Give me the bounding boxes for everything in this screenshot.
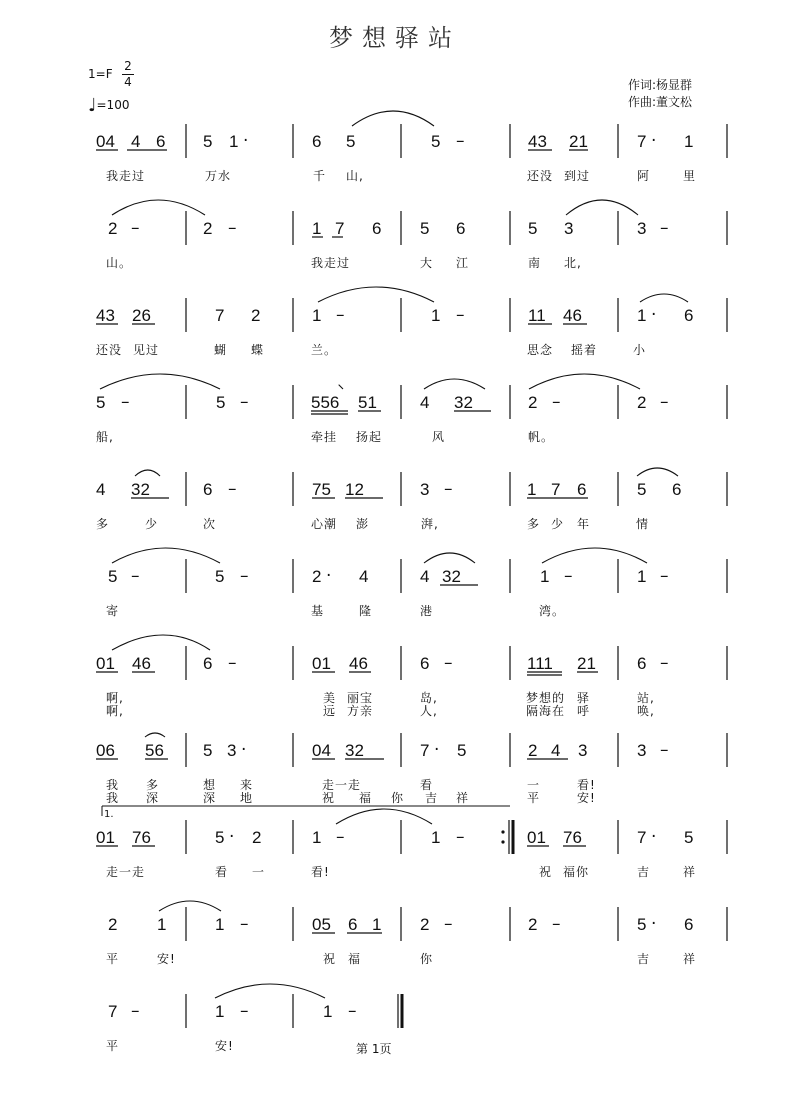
note: 6	[684, 915, 694, 934]
note: 5	[215, 567, 225, 586]
note: 7	[551, 480, 561, 499]
lyric: 一	[252, 865, 266, 879]
dash: –	[660, 653, 669, 673]
lyric: 澎	[356, 517, 370, 531]
lyric: 看	[420, 778, 434, 792]
note: 7	[637, 132, 647, 151]
dash: –	[564, 566, 573, 586]
note: 5	[203, 132, 213, 151]
slur-arc	[424, 553, 475, 563]
note: 26	[132, 306, 151, 325]
dash: –	[240, 566, 249, 586]
note: 43	[528, 132, 547, 151]
note: 32	[454, 393, 473, 412]
note: 76	[132, 828, 151, 847]
note: 32	[131, 480, 150, 499]
note: 6	[203, 480, 213, 499]
note: 6	[637, 654, 647, 673]
dot: ·	[241, 740, 247, 760]
lyric: 福你	[563, 865, 590, 879]
note: 56	[145, 741, 164, 760]
lyric: 看!	[577, 778, 596, 792]
note: 6	[684, 306, 694, 325]
note: 5	[215, 828, 225, 847]
key-signature: 1=F	[88, 67, 113, 81]
note: 6	[156, 132, 166, 151]
note: 2	[312, 567, 322, 586]
lyric: 大	[420, 256, 434, 270]
tie-arc	[112, 200, 205, 215]
dot: ·	[651, 827, 657, 847]
lyric: 走一走	[322, 778, 362, 792]
lyric: 吉	[637, 952, 651, 966]
dash: –	[240, 914, 249, 934]
slur-arc	[135, 470, 160, 476]
lyric: 江	[456, 256, 470, 270]
lyric: 祥	[456, 791, 470, 805]
note: 4	[551, 741, 561, 760]
note: 7	[108, 1002, 118, 1021]
note: 2	[528, 915, 538, 934]
tempo-value: =100	[96, 98, 130, 112]
note: 2	[108, 915, 118, 934]
note: 1	[372, 915, 382, 934]
lyric: 平	[106, 1039, 120, 1053]
lyric: 多	[527, 517, 541, 531]
note: 2	[528, 741, 538, 760]
lyric: 少	[551, 517, 565, 531]
volta-bracket	[102, 806, 510, 816]
note: 5	[431, 132, 441, 151]
note: 01	[312, 654, 331, 673]
lyric: 唤,	[637, 704, 655, 718]
lyric: 里	[683, 169, 697, 183]
dash: –	[552, 392, 561, 412]
lyric: 平	[527, 791, 541, 805]
note: 3	[420, 480, 430, 499]
note: 6	[203, 654, 213, 673]
lyric: 船,	[96, 430, 114, 444]
note: 75	[312, 480, 331, 499]
note: 4	[96, 480, 106, 499]
note: 3	[637, 219, 647, 238]
dot: ·	[651, 131, 657, 151]
lyric: 来	[240, 778, 254, 792]
slur-arc	[159, 901, 221, 911]
tie-arc	[352, 111, 434, 126]
lyric: 丽宝	[347, 691, 374, 705]
note: 3	[564, 219, 574, 238]
lyric: 平	[106, 952, 120, 966]
slur-arc	[640, 294, 688, 302]
note: 5	[637, 915, 647, 934]
note: 1	[312, 306, 322, 325]
dash: –	[456, 827, 465, 847]
lyric: 岛,	[420, 691, 438, 705]
dash: –	[228, 653, 237, 673]
note: 05	[312, 915, 331, 934]
lyric: 吉	[425, 791, 439, 805]
tie-arc	[100, 374, 220, 389]
note: 01	[96, 654, 115, 673]
lyric: 兰。	[311, 343, 338, 357]
dash: –	[552, 914, 561, 934]
lyric: 北,	[564, 256, 582, 270]
dash: –	[660, 392, 669, 412]
note: 32	[345, 741, 364, 760]
lyric: 想	[203, 778, 217, 792]
note: 5	[216, 393, 226, 412]
note: 4	[131, 132, 141, 151]
note: 7	[215, 306, 225, 325]
dot: ·	[434, 740, 440, 760]
note: 1	[323, 1002, 333, 1021]
dash: –	[131, 1001, 140, 1021]
lyric: 蝶	[251, 343, 265, 357]
lyric: 湾。	[539, 604, 566, 618]
tie-arc	[112, 548, 220, 563]
note: 1	[527, 480, 537, 499]
note: 6	[348, 915, 358, 934]
lyric: 啊,	[106, 691, 124, 705]
tie-arc	[336, 809, 432, 824]
lyric: 牵挂	[311, 430, 338, 444]
lyric: 山,	[346, 169, 364, 183]
note: 2	[420, 915, 430, 934]
note: 5	[457, 741, 467, 760]
lyric: 驿	[577, 691, 591, 705]
note: 1	[215, 1002, 225, 1021]
lyric: 帆。	[528, 430, 555, 444]
time-signature-top: 2	[124, 59, 132, 73]
lyricist-credit: 作词:杨显群	[628, 78, 693, 92]
note: 01	[527, 828, 546, 847]
composer-credit: 作曲:董文松	[628, 95, 693, 109]
dash: –	[240, 1001, 249, 1021]
lyric: 站,	[637, 691, 655, 705]
note: 32	[442, 567, 461, 586]
slur-arc	[339, 385, 343, 389]
note: 04	[312, 741, 331, 760]
lyric: 美	[323, 691, 337, 705]
dash: –	[336, 305, 345, 325]
note: 2	[637, 393, 647, 412]
lyric: 深	[146, 791, 160, 805]
note: 43	[96, 306, 115, 325]
lyric: 次	[203, 517, 217, 531]
lyric: 安!	[215, 1039, 234, 1053]
note: 3	[578, 741, 588, 760]
lyric: 祥	[683, 952, 697, 966]
dash: –	[660, 566, 669, 586]
tie-arc	[318, 287, 434, 302]
note: 4	[420, 567, 430, 586]
note: 5	[346, 132, 356, 151]
lyric: 我	[106, 791, 120, 805]
dash: –	[660, 218, 669, 238]
lyric: 风	[432, 430, 446, 444]
note: 1	[540, 567, 550, 586]
note: 111	[527, 654, 553, 673]
page-number: 第 1页	[356, 1042, 392, 1056]
dot: ·	[243, 131, 249, 151]
dash: –	[336, 827, 345, 847]
lyric: 我	[106, 778, 120, 792]
dot: ·	[651, 914, 657, 934]
note: 5	[96, 393, 106, 412]
dash: –	[456, 305, 465, 325]
lyric: 还没	[527, 169, 554, 183]
final-barline	[398, 994, 402, 1028]
slur-arc	[145, 733, 165, 737]
dot: ·	[651, 305, 657, 325]
note: 1	[157, 915, 167, 934]
note: 12	[345, 480, 364, 499]
lyric: 福	[348, 952, 362, 966]
lyric: 看!	[311, 865, 330, 879]
note: 1	[229, 132, 239, 151]
lyric: 见过	[133, 343, 160, 357]
lyric: 扬起	[356, 430, 383, 444]
lyric: 福	[359, 791, 373, 805]
note: 3	[637, 741, 647, 760]
lyric: 蝴	[214, 343, 228, 357]
dash: –	[444, 653, 453, 673]
note: 76	[563, 828, 582, 847]
note: 3	[227, 741, 237, 760]
note: 7	[335, 219, 345, 238]
note: 06	[96, 741, 115, 760]
note: 7	[420, 741, 430, 760]
lyric: 吉	[637, 865, 651, 879]
dash: –	[660, 740, 669, 760]
lyric: 情	[636, 517, 650, 531]
dash: –	[228, 218, 237, 238]
note: 01	[96, 828, 115, 847]
lyric: 呼	[577, 704, 591, 718]
note: 7	[637, 828, 647, 847]
note: 4	[359, 567, 369, 586]
dash: –	[348, 1001, 357, 1021]
lyric: 港	[420, 604, 434, 618]
note: 6	[372, 219, 382, 238]
note: 5	[528, 219, 538, 238]
time-signature-bottom: 4	[124, 75, 132, 89]
note: 2	[203, 219, 213, 238]
note: 2	[252, 828, 262, 847]
lyric: 人,	[420, 704, 438, 718]
lyric: 摇着	[571, 343, 598, 357]
note: 556	[311, 393, 340, 412]
note: 6	[456, 219, 466, 238]
note: 5	[684, 828, 694, 847]
note: 51	[358, 393, 377, 412]
lyric: 多	[96, 517, 110, 531]
note: 1	[312, 828, 322, 847]
note: 6	[577, 480, 587, 499]
note: 6	[420, 654, 430, 673]
note: 46	[132, 654, 151, 673]
lyric: 年	[577, 517, 591, 531]
note: 5	[108, 567, 118, 586]
lyric: 阿	[637, 169, 651, 183]
lyric: 多	[146, 778, 160, 792]
lyric: 祥	[683, 865, 697, 879]
lyric: 基	[311, 604, 325, 618]
dash: –	[456, 131, 465, 151]
note: 04	[96, 132, 115, 151]
lyric: 方亲	[347, 704, 374, 718]
lyric: 少	[145, 517, 159, 531]
note: 1	[431, 828, 441, 847]
dash: –	[228, 479, 237, 499]
note: 46	[349, 654, 368, 673]
lyric: 万水	[205, 169, 232, 183]
lyric: 你	[420, 952, 434, 966]
note: 6	[312, 132, 322, 151]
lyric: 安!	[577, 791, 596, 805]
lyric: 我走过	[106, 169, 146, 183]
slur-arc	[424, 379, 485, 389]
note: 1	[637, 306, 647, 325]
lyric: 祝	[322, 791, 336, 805]
note: 5	[637, 480, 647, 499]
dash: –	[121, 392, 130, 412]
tie-arc	[112, 635, 210, 650]
slur-arc	[637, 468, 678, 476]
lyric: 南	[528, 256, 542, 270]
note: 21	[569, 132, 588, 151]
lyric: 到过	[564, 169, 591, 183]
note: 1	[637, 567, 647, 586]
lyric: 看	[215, 865, 229, 879]
lyric: 走一走	[106, 865, 146, 879]
note: 5	[203, 741, 213, 760]
note: 1	[312, 219, 322, 238]
note: 21	[577, 654, 596, 673]
note: 6	[672, 480, 682, 499]
note: 1	[431, 306, 441, 325]
note: 4	[420, 393, 430, 412]
lyric: 地	[240, 791, 254, 805]
lyric: 千	[313, 169, 327, 183]
note: 5	[420, 219, 430, 238]
lyric: 祝	[539, 865, 553, 879]
lyric: 你	[391, 791, 405, 805]
lyric: 安!	[157, 952, 176, 966]
tie-arc	[542, 548, 647, 563]
note: 1	[215, 915, 225, 934]
lyric: 一	[527, 778, 541, 792]
note: 11	[528, 306, 546, 325]
lyric: 小	[633, 343, 647, 357]
lyric: 寄	[106, 604, 120, 618]
dash: –	[131, 218, 140, 238]
lyric: 祝	[323, 952, 337, 966]
volta-label: 1.	[104, 809, 114, 820]
dash: –	[131, 566, 140, 586]
lyric: 湃,	[421, 517, 439, 531]
song-title: 梦想驿站	[329, 24, 461, 52]
lyric: 我走过	[311, 256, 351, 270]
dot: ·	[229, 827, 235, 847]
lyric: 山。	[106, 256, 133, 270]
repeat-barline	[501, 820, 513, 854]
dash: –	[444, 479, 453, 499]
ties	[100, 111, 688, 998]
tie-arc	[529, 374, 640, 389]
dash: –	[444, 914, 453, 934]
dash: –	[240, 392, 249, 412]
quarter-note-icon: ♩	[88, 95, 97, 116]
tie-arc	[215, 984, 325, 998]
tie-arc	[566, 200, 638, 215]
note: 2	[528, 393, 538, 412]
lyric: 还没	[96, 343, 123, 357]
lyric: 远	[323, 704, 337, 718]
lyric: 心潮	[311, 517, 338, 531]
note: 46	[563, 306, 582, 325]
lyric: 思念	[527, 343, 554, 357]
lyric: 啊,	[106, 704, 124, 718]
lyric: 隆	[359, 604, 373, 618]
dot: ·	[326, 566, 332, 586]
lyric: 深	[203, 791, 217, 805]
note: 2	[108, 219, 118, 238]
lyric: 隔海在	[526, 704, 566, 718]
note: 2	[251, 306, 261, 325]
lyric: 梦想的	[526, 691, 566, 705]
note: 1	[684, 132, 694, 151]
